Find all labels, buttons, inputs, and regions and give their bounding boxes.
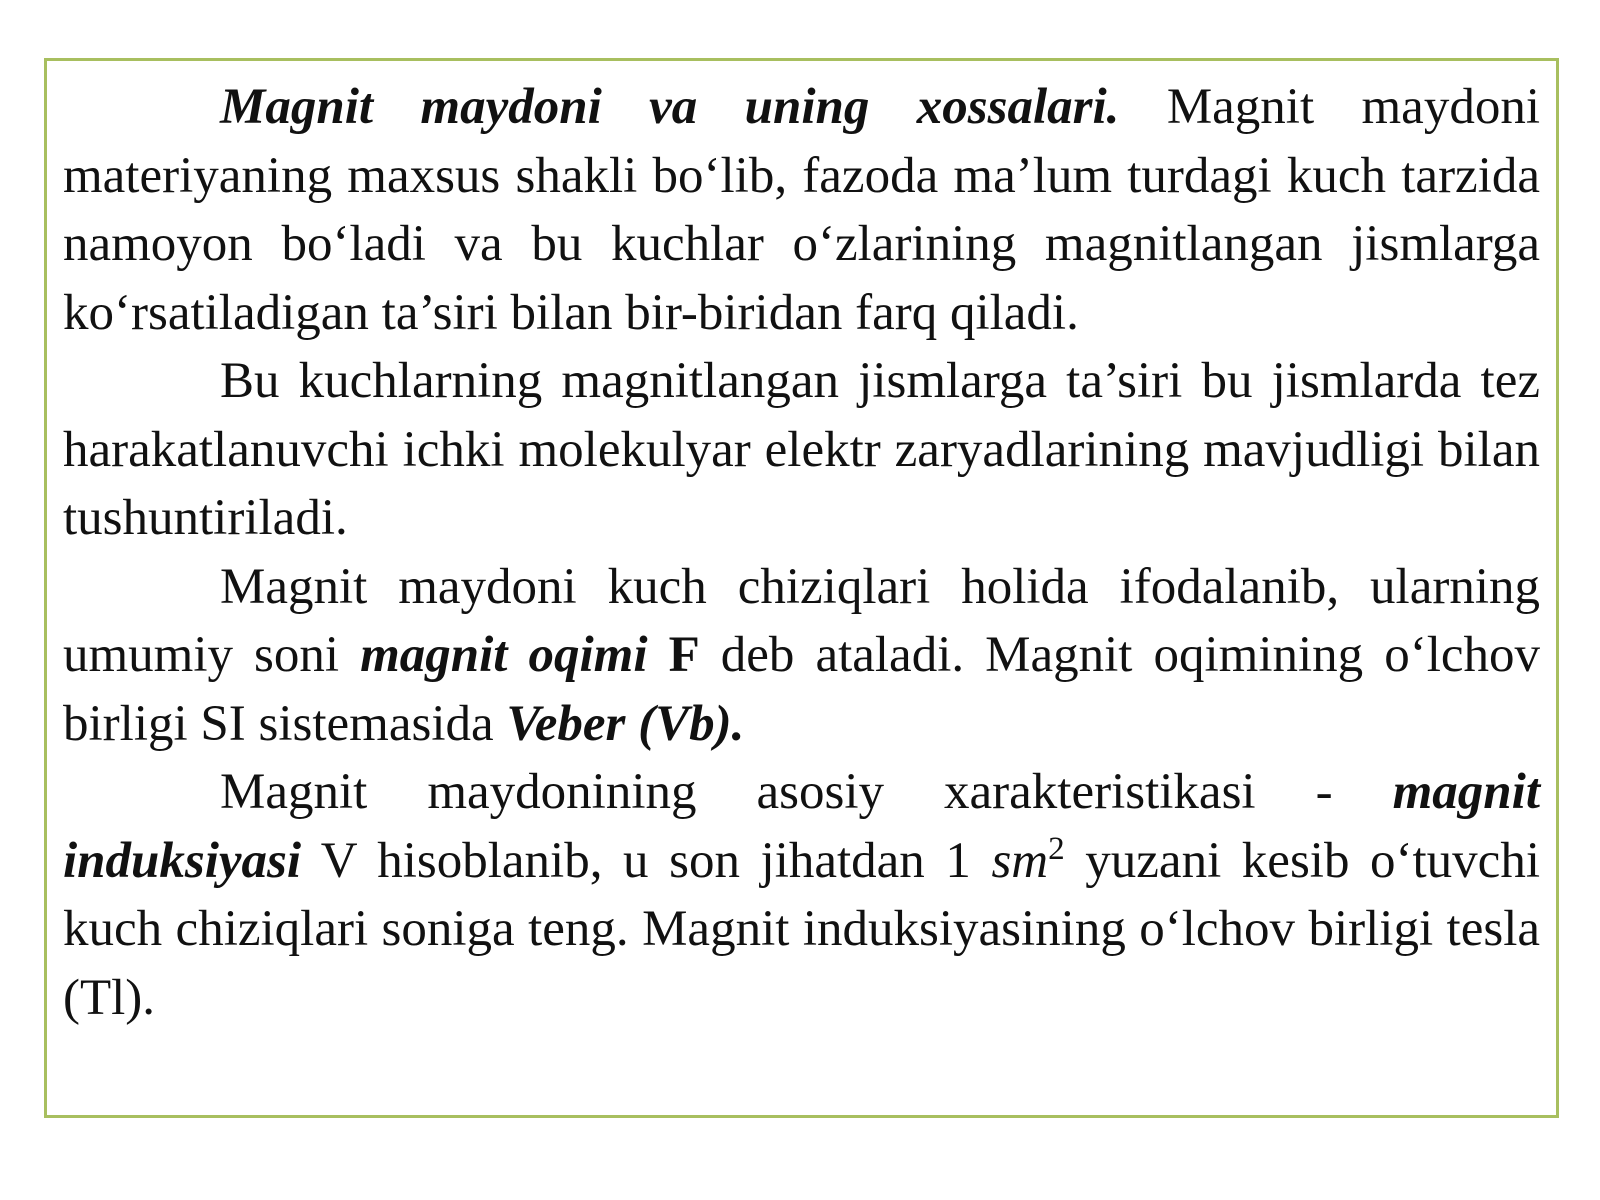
paragraph-magnetic-induction [63,758,1540,1032]
document-frame [44,58,1559,1118]
term-magnetic-induction: magnit induksiyasi [63,764,1540,889]
paragraph-magnetic-flux [63,553,1540,759]
term-magnetic-flux: magnit oqimi [360,627,648,683]
paragraph-text: Magnit maydonining asosiy xarakteristikasi - [220,764,1393,820]
paragraph-text: deb ataladi. Magnit oqimining o‘lchov birligi SI sistemasida [63,627,1541,752]
section-heading: Magnit maydoni va uning xossalari. [220,79,1120,135]
math-unit-sm: sm [991,832,1049,889]
paragraph-text: V hisoblanib, u son jihatdan 1 [301,832,992,889]
paragraph-force-explanation [63,347,1540,553]
document-body [63,73,1540,1032]
paragraph-text: Magnit maydoni kuch chiziqlari holida ifodalanib, ularning umumiy soni [63,558,1540,683]
math-exponent: 2 [1048,829,1065,867]
paragraph-text: Bu kuchlarning magnitlangan jismlarga ta’siri bu jismlarda tez harakatlanuvchi ichki molekulyar elektr zaryadlarining mavjudligi bilan tushuntiriladi. [63,353,1540,546]
paragraph-text: yuzani kesib o‘tuvchi kuch chiziqlari soniga teng. Magnit induksiyasining o‘lchov birligi tesla (Tl). [63,832,1540,1026]
paragraph-magnetic-field-properties [63,73,1540,347]
flux-symbol: F [668,627,700,683]
unit-weber: Veber (Vb). [506,695,745,752]
paragraph-text: Magnit maydoni materiyaning maxsus shakli bo‘lib, fazoda ma’lum turdagi kuch tarzida namoyon bo‘ladi va bu kuchlar o‘zlarining magnitlangan jismlarga ko‘rsatiladigan ta’siri bilan bir-biridan farq qiladi. [63,79,1540,341]
